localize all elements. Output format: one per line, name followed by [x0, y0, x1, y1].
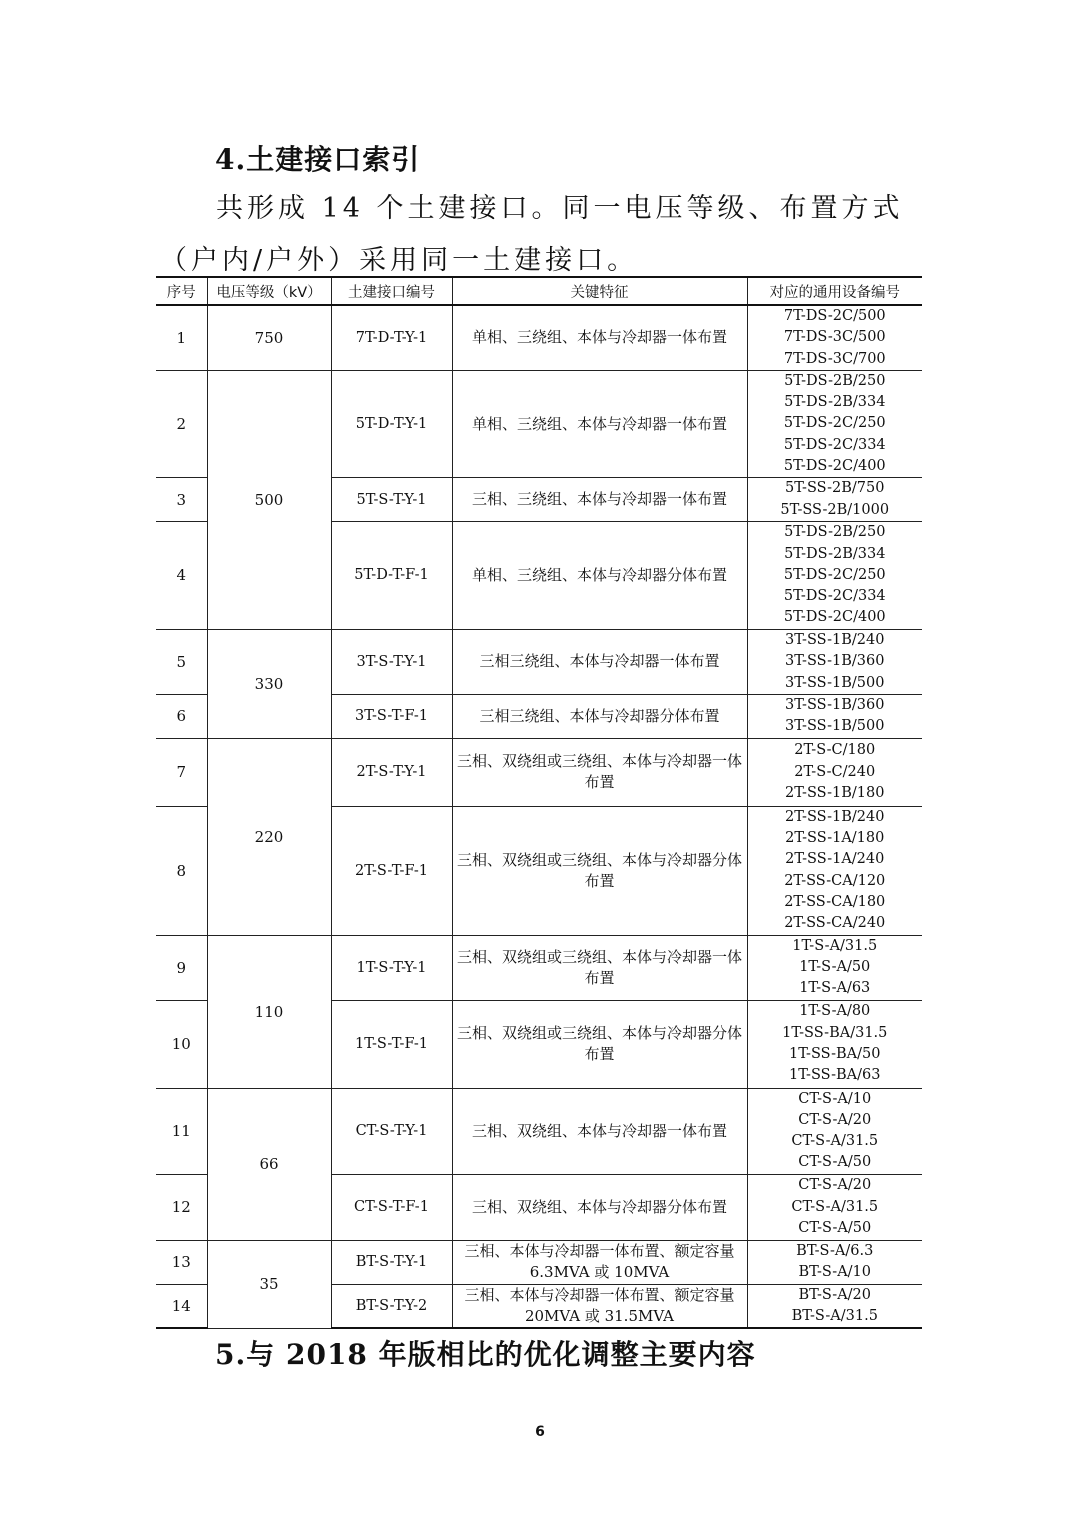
equipment-list	[747, 629, 922, 694]
interface-code: 7T-D-T-Y-1	[331, 305, 452, 370]
table-header-row	[156, 277, 922, 305]
equipment-code: 5T-DS-2C/400	[783, 458, 886, 475]
key-feature: 三相、双绕组、本体与冷却器一体布置	[452, 1088, 747, 1174]
section-4-title: 4.土建接口索引	[215, 143, 421, 176]
voltage-level: 500	[207, 370, 331, 629]
equipment-list	[747, 1284, 922, 1328]
equipment-code: 2T-SS-CA/120	[784, 872, 886, 889]
equipment-code: 1T-S-A/50	[799, 958, 871, 975]
key-feature: 三相、三绕组、本体与冷却器一体布置	[452, 478, 747, 522]
equipment-list	[747, 806, 922, 935]
civil-interface-table	[156, 276, 922, 1329]
interface-code: 3T-S-T-F-1	[331, 694, 452, 738]
serial-no: 1	[156, 305, 207, 370]
equipment-code: 2T-SS-1A/180	[785, 830, 885, 847]
key-feature: 三相、双绕组或三绕组、本体与冷却器分体布置	[452, 806, 747, 935]
equipment-list	[747, 694, 922, 738]
interface-code: 2T-S-T-Y-1	[331, 738, 452, 806]
serial-no: 6	[156, 694, 207, 738]
equipment-code: 3T-SS-1B/360	[785, 697, 885, 714]
equipment-code: 5T-DS-2C/400	[783, 609, 886, 626]
equipment-code: 3T-SS-1B/360	[785, 653, 885, 670]
equipment-code: 1T-SS-BA/31.5	[782, 1024, 888, 1041]
header-serial-no: 序号	[156, 277, 207, 305]
equipment-code: 5T-SS-2B/750	[785, 480, 885, 497]
table-row	[156, 1240, 922, 1284]
serial-no: 12	[156, 1174, 207, 1240]
key-feature: 单相、三绕组、本体与冷却器分体布置	[452, 521, 747, 629]
equipment-code: 2T-SS-1B/180	[785, 785, 885, 801]
key-feature: 三相三绕组、本体与冷却器分体布置	[452, 694, 747, 738]
interface-code: CT-S-T-F-1	[331, 1174, 452, 1240]
key-feature: 单相、三绕组、本体与冷却器一体布置	[452, 370, 747, 477]
interface-code: 5T-D-T-Y-1	[331, 370, 452, 477]
serial-no: 13	[156, 1240, 207, 1284]
serial-no: 8	[156, 806, 207, 935]
interface-code: 5T-S-T-Y-1	[331, 478, 452, 522]
equipment-list	[747, 1240, 922, 1284]
equipment-code: 5T-DS-2C/250	[783, 415, 886, 432]
equipment-list	[747, 1088, 922, 1174]
interface-code: BT-S-T-Y-1	[331, 1240, 452, 1284]
table-row	[156, 370, 922, 477]
equipment-code: CT-S-A/31.5	[791, 1133, 879, 1150]
equipment-code: CT-S-A/10	[798, 1090, 872, 1107]
equipment-code: 5T-DS-2B/334	[784, 545, 886, 562]
table-row	[156, 305, 922, 370]
serial-no: 10	[156, 1000, 207, 1088]
header-voltage-level: 电压等级（kV）	[207, 277, 331, 305]
interface-code: 1T-S-T-Y-1	[331, 935, 452, 1000]
voltage-level: 35	[207, 1240, 331, 1328]
equipment-list	[747, 935, 922, 1000]
equipment-code: 2T-SS-1A/240	[785, 851, 885, 868]
voltage-level: 750	[207, 305, 331, 370]
equipment-code: 7T-DS-3C/700	[783, 350, 886, 367]
equipment-code: 1T-SS-BA/63	[789, 1067, 881, 1084]
equipment-code: 5T-DS-2B/250	[784, 372, 886, 389]
table-row	[156, 935, 922, 1000]
equipment-code: 1T-S-A/63	[799, 980, 871, 997]
equipment-code: 1T-S-A/31.5	[792, 937, 878, 954]
equipment-code: CT-S-A/50	[798, 1219, 872, 1236]
equipment-code: 5T-DS-2C/334	[783, 436, 886, 453]
interface-code: 5T-D-T-F-1	[331, 521, 452, 629]
serial-no: 5	[156, 629, 207, 694]
equipment-code: 5T-DS-2C/334	[783, 588, 886, 605]
equipment-code: 7T-DS-2C/500	[783, 308, 886, 324]
equipment-code: 3T-SS-1B/240	[785, 631, 885, 648]
table-row	[156, 738, 922, 806]
equipment-code: CT-S-A/20	[798, 1111, 872, 1128]
equipment-code: 3T-SS-1B/500	[785, 718, 885, 735]
equipment-code: 3T-SS-1B/500	[785, 674, 885, 691]
serial-no: 14	[156, 1284, 207, 1328]
equipment-code: 7T-DS-3C/500	[783, 329, 886, 346]
equipment-code: 5T-DS-2B/334	[784, 394, 886, 411]
voltage-level: 220	[207, 738, 331, 935]
page-number: 6	[535, 1424, 545, 1440]
equipment-list	[747, 1174, 922, 1240]
serial-no: 7	[156, 738, 207, 806]
header-key-feature: 关键特征	[452, 277, 747, 305]
equipment-code: BT-S-A/10	[798, 1264, 872, 1281]
serial-no: 9	[156, 935, 207, 1000]
equipment-code: 2T-SS-CA/180	[784, 894, 886, 911]
equipment-code: CT-S-A/20	[798, 1177, 872, 1194]
table-row	[156, 1088, 922, 1174]
serial-no: 11	[156, 1088, 207, 1174]
serial-no: 2	[156, 370, 207, 477]
key-feature: 三相、本体与冷却器一体布置、额定容量 6.3MVA 或 10MVA	[452, 1240, 747, 1284]
key-feature: 三相、本体与冷却器一体布置、额定容量 20MVA 或 31.5MVA	[452, 1284, 747, 1328]
header-interface-code: 土建接口编号	[331, 277, 452, 305]
interface-code: 1T-S-T-F-1	[331, 1000, 452, 1088]
key-feature: 三相、双绕组或三绕组、本体与冷却器一体布置	[452, 935, 747, 1000]
serial-no: 3	[156, 478, 207, 522]
equipment-code: 2T-S-C/240	[794, 763, 876, 780]
table-row	[156, 629, 922, 694]
key-feature: 三相三绕组、本体与冷却器一体布置	[452, 629, 747, 694]
header-equipment-code: 对应的通用设备编号	[747, 277, 922, 305]
voltage-level: 110	[207, 935, 331, 1088]
equipment-code: 5T-DS-2B/250	[784, 524, 886, 541]
section-5-title: 5.与 2018 年版相比的优化调整主要内容	[215, 1338, 756, 1371]
serial-no: 4	[156, 521, 207, 629]
equipment-code: 5T-DS-2C/250	[783, 566, 886, 583]
key-feature: 三相、双绕组、本体与冷却器分体布置	[452, 1174, 747, 1240]
equipment-list	[747, 738, 922, 806]
voltage-level: 66	[207, 1088, 331, 1240]
interface-code: 3T-S-T-Y-1	[331, 629, 452, 694]
equipment-code: 5T-SS-2B/1000	[780, 501, 890, 518]
equipment-code: 1T-S-A/80	[799, 1003, 871, 1020]
equipment-code: BT-S-A/20	[798, 1286, 872, 1303]
key-feature: 三相、双绕组或三绕组、本体与冷却器一体布置	[452, 738, 747, 806]
equipment-list	[747, 478, 922, 522]
section-4-paragraph: 共形成 14 个土建接口。同一电压等级、布置方式（户内/户外）采用同一土建接口。	[160, 193, 904, 276]
voltage-level: 330	[207, 629, 331, 738]
equipment-code: 2T-SS-1B/240	[785, 808, 885, 825]
key-feature: 单相、三绕组、本体与冷却器一体布置	[452, 305, 747, 370]
equipment-code: 2T-S-C/180	[794, 742, 876, 759]
equipment-code: BT-S-A/6.3	[796, 1242, 874, 1259]
equipment-list	[747, 1000, 922, 1088]
equipment-code: CT-S-A/31.5	[791, 1198, 879, 1215]
equipment-list	[747, 305, 922, 370]
interface-code: 2T-S-T-F-1	[331, 806, 452, 935]
equipment-code: 2T-SS-CA/240	[784, 915, 886, 932]
interface-code: BT-S-T-Y-2	[331, 1284, 452, 1328]
equipment-code: CT-S-A/50	[798, 1154, 872, 1171]
equipment-list	[747, 370, 922, 477]
equipment-list	[747, 521, 922, 629]
equipment-code: 1T-SS-BA/50	[789, 1046, 881, 1063]
equipment-code: BT-S-A/31.5	[791, 1308, 878, 1325]
key-feature: 三相、双绕组或三绕组、本体与冷却器分体布置	[452, 1000, 747, 1088]
interface-code: CT-S-T-Y-1	[331, 1088, 452, 1174]
